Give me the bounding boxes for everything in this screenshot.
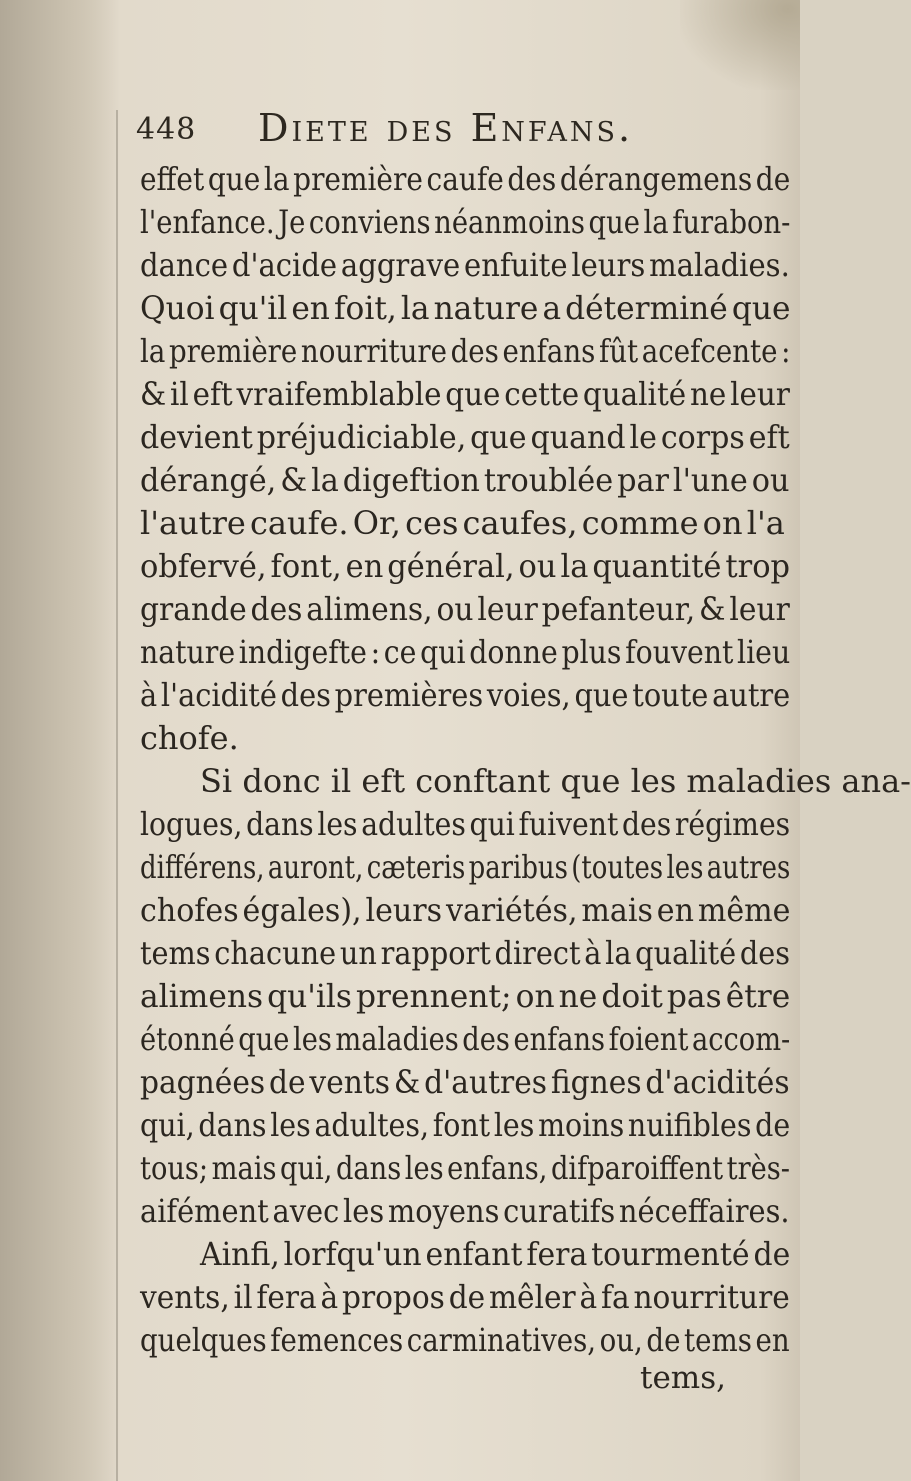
text-line: l'enfance. Je conviens néanmoins que la furabon- [140, 203, 791, 241]
text-line: Si donc il eft conftant que les maladies ana- [200, 762, 911, 800]
text-line: dérangé, & la digeftion troublée par l'une ou [140, 461, 790, 499]
text-line: qui, dans les adultes, font les moins nuifibles de [140, 1106, 791, 1144]
text-line: chofes égales), leurs variétés, mais en même [140, 891, 791, 929]
text-line: aifément avec les moyens curatifs néceffaires. [140, 1192, 790, 1230]
text-line: à l'acidité des premières voies, que toute autre [140, 676, 791, 714]
text-line: obfervé, font, en général, ou la quantité trop [140, 547, 791, 585]
text-line: chofe. [140, 719, 239, 757]
text-line: tems chacune un rapport direct à la qualité des [140, 934, 791, 972]
text-line: Ainfi, lorfqu'un enfant fera tourmenté de [200, 1235, 791, 1273]
text-line: étonné que les maladies des enfans foient accom- [140, 1020, 791, 1058]
text-line: devient préjudiciable, que quand le corps eft [140, 418, 790, 456]
text-line: tous; mais qui, dans les enfans, difparoiffent très- [140, 1149, 790, 1187]
text-line: grande des alimens, ou leur pefanteur, & leur [140, 590, 790, 628]
text-line: Quoi qu'il en foit, la nature a déterminé que [140, 289, 791, 327]
text-line: nature indigefte : ce qui donne plus fouvent lieu [140, 633, 791, 671]
running-head: Diete des Enfans. [258, 106, 634, 150]
text-line: logues, dans les adultes qui fuivent des régimes [140, 805, 791, 843]
text-line: pagnées de vents & d'autres fignes d'acidités [140, 1063, 790, 1101]
catchword: tems, [640, 1360, 726, 1396]
text-line: & il eft vraifemblable que cette qualité ne leur [140, 375, 790, 413]
text-line: l'autre caufe. Or, ces caufes, comme on l'a [140, 504, 785, 542]
page-number: 448 [136, 112, 197, 147]
text-line: la première nourriture des enfans fût acefcente : [140, 332, 791, 370]
text-line: alimens qu'ils prennent; on ne doit pas être [140, 977, 791, 1015]
text-line: effet que la première caufe des dérangemens de [140, 160, 791, 198]
text-line: vents, il fera à propos de mêler à fa nourriture [140, 1278, 790, 1316]
text-line: quelques femences carminatives, ou, de tems en [140, 1321, 790, 1359]
text-line: différens, auront, cæteris paribus (toutes les autres [140, 848, 791, 886]
text-line: dance d'acide aggrave enfuite leurs maladies. [140, 246, 790, 284]
